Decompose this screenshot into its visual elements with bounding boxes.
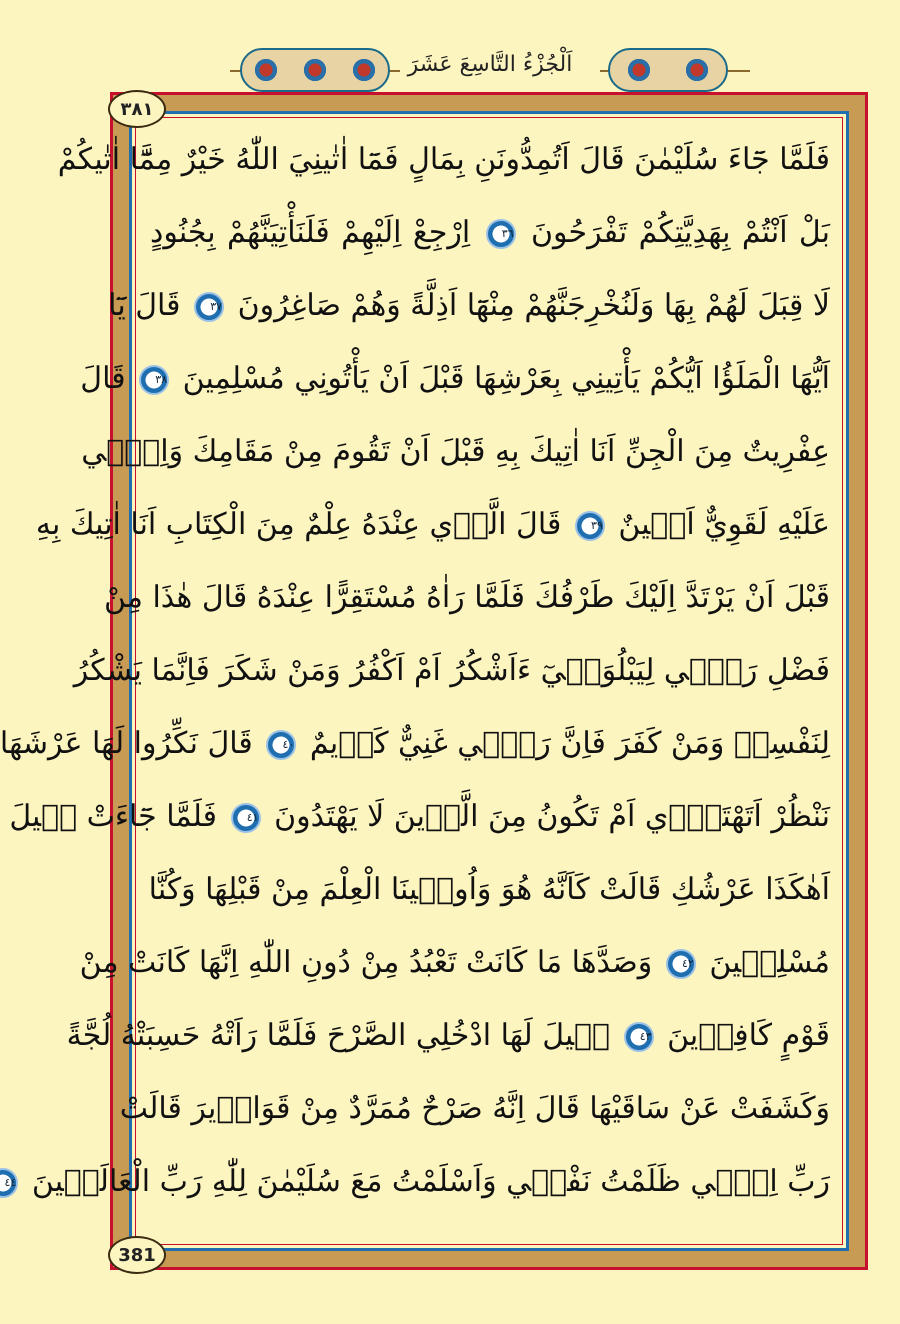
text-line <box>4 1152 830 1225</box>
ayah-number: ٤٠ <box>266 730 296 760</box>
rosette-icon <box>302 57 328 83</box>
ayah-number: ٣٧ <box>194 292 224 322</box>
rosette-icon <box>626 57 652 83</box>
text-line <box>80 349 830 422</box>
ayah-number: ٤٤ <box>0 1168 18 1198</box>
line-text: فَضْلِ رَبّ۪ي لِيَبْلُوَن۪يٓ ءَاَشْكُرُ اَمْ اَكْفُرُ وَمَنْ شَكَرَ فَاِنَّمَا يَشْكُرُ <box>73 653 830 688</box>
line-text: مُسْلِم۪ينَ <box>709 945 830 980</box>
line-text: نَنْظُرْ اَتَهْتَد۪ٓي اَمْ تَكُونُ مِنَ الَّذ۪ينَ لَا يَهْتَدُونَ <box>274 799 830 834</box>
quran-text <box>0 130 830 1225</box>
line-text: قَبْلَ اَنْ يَرْتَدَّ اِلَيْكَ طَرْفُكَ فَلَمَّا رَاٰهُ مُسْتَقِرًّا عِنْدَهُ قَالَ هٰذَا مِنْ <box>104 580 830 615</box>
line-text: اَيُّهَا الْمَلَؤُا اَيُّكُمْ يَأْتِينِي بِعَرْشِهَا قَبْلَ اَنْ يَأْتُونِي مُسْلِمِينَ <box>182 361 830 396</box>
text-line <box>73 641 830 714</box>
line-text: فَلَمَّا جَٓاءَ سُلَيْمٰنَ قَالَ اَتُمِدُّونَنِ بِمَالٍ فَمَٓا اٰتٰينِيَ اللّٰهُ خَيْرٌ مِمَّٓا اٰتٰيكُمْ <box>57 142 830 177</box>
line-text: عَلَيْهِ لَقَوِيٌّ اَم۪ينٌ <box>618 507 830 542</box>
rosette-icon <box>253 57 279 83</box>
line-text: وَكَشَفَتْ عَنْ سَاقَيْهَا قَالَ اِنَّهُ صَرْحٌ مُمَرَّدٌ مِنْ قَوَار۪يرَ قَالَتْ <box>119 1091 830 1126</box>
page-number-latin: 381 <box>108 1236 166 1274</box>
rosette-icon <box>684 57 710 83</box>
line-text: لِنَفْسِه۪ وَمَنْ كَفَرَ فَاِنَّ رَبّ۪ي غَنِيٌّ كَر۪يمٌ <box>309 726 830 761</box>
text-line <box>9 787 830 860</box>
text-line <box>81 422 830 495</box>
line-text: فَلَمَّا جَٓاءَتْ ق۪يلَ <box>9 799 217 834</box>
header-ornament-left <box>240 48 390 92</box>
line-text: اِرْجِعْ اِلَيْهِمْ فَلَنَأْتِيَنَّهُمْ بِجُنُودٍ <box>150 215 471 250</box>
text-line <box>119 1079 830 1152</box>
juz-title: اَلْجُزْءُ التَّاسِعَ عَشَرَ <box>407 52 573 77</box>
line-text: وَصَدَّهَا مَا كَانَتْ تَعْبُدُ مِنْ دُونِ اللّٰهِ اِنَّهَا كَانَتْ مِنْ <box>79 945 653 980</box>
line-text: عِفْرِيتٌ مِنَ الْجِنِّ اَنَا اٰتِيكَ بِهِ قَبْلَ اَنْ تَقُومَ مِنْ مَقَامِكَ وَاِنّ۪ي <box>81 434 830 469</box>
text-line <box>79 933 830 1006</box>
ayah-number: ٤١ <box>231 803 261 833</box>
ayah-number: ٣٦ <box>486 219 516 249</box>
line-text: ق۪يلَ لَهَا ادْخُلِي الصَّرْحَ فَلَمَّا رَاَتْهُ حَسِبَتْهُ لُجَّةً <box>66 1018 610 1053</box>
line-text: لَا قِبَلَ لَهُمْ بِهَا وَلَنُخْرِجَنَّهُمْ مِنْهَٓا اَذِلَّةً وَهُمْ صَاغِرُونَ <box>237 288 830 323</box>
text-line <box>150 860 830 933</box>
text-line <box>57 130 830 203</box>
line-text: قَالَ نَكِّرُوا لَهَا عَرْشَهَا <box>0 726 253 761</box>
line-text: قَالَ <box>80 361 126 396</box>
line-text: اَهٰكَذَا عَرْشُكِ قَالَتْ كَاَنَّهُ هُوَ وَاُوت۪ينَا الْعِلْمَ مِنْ قَبْلِهَا وَكُنَّا <box>148 872 830 907</box>
ayah-number: ٣٩ <box>575 511 605 541</box>
ayah-number: ٤٢ <box>666 949 696 979</box>
line-text: بَلْ اَنْتُمْ بِهَدِيَّتِكُمْ تَفْرَحُونَ <box>531 215 830 250</box>
line-text: قَالَ الَّذ۪ي عِنْدَهُ عِلْمٌ مِنَ الْكِتَابِ اَنَا اٰتِيكَ بِهِ <box>35 507 562 542</box>
header-ornament-right <box>608 48 728 92</box>
text-line <box>150 203 830 276</box>
ayah-number: ٣٨ <box>139 365 169 395</box>
ayah-number: ٤٣ <box>624 1022 654 1052</box>
rosette-icon <box>351 57 377 83</box>
line-text: قَالَ يَٓا <box>108 288 181 323</box>
line-text: قَوْمٍ كَافِر۪ينَ <box>667 1018 830 1053</box>
text-line <box>104 568 830 641</box>
text-line <box>66 1006 830 1079</box>
text-line <box>108 276 830 349</box>
text-line <box>0 714 830 787</box>
page-number-arabic: ٣٨١ <box>108 90 166 128</box>
line-text: رَبِّ اِنّ۪ي ظَلَمْتُ نَفْس۪ي وَاَسْلَمْتُ مَعَ سُلَيْمٰنَ لِلّٰهِ رَبِّ الْعَالَم۪ينَ <box>31 1164 830 1199</box>
text-line <box>35 495 830 568</box>
